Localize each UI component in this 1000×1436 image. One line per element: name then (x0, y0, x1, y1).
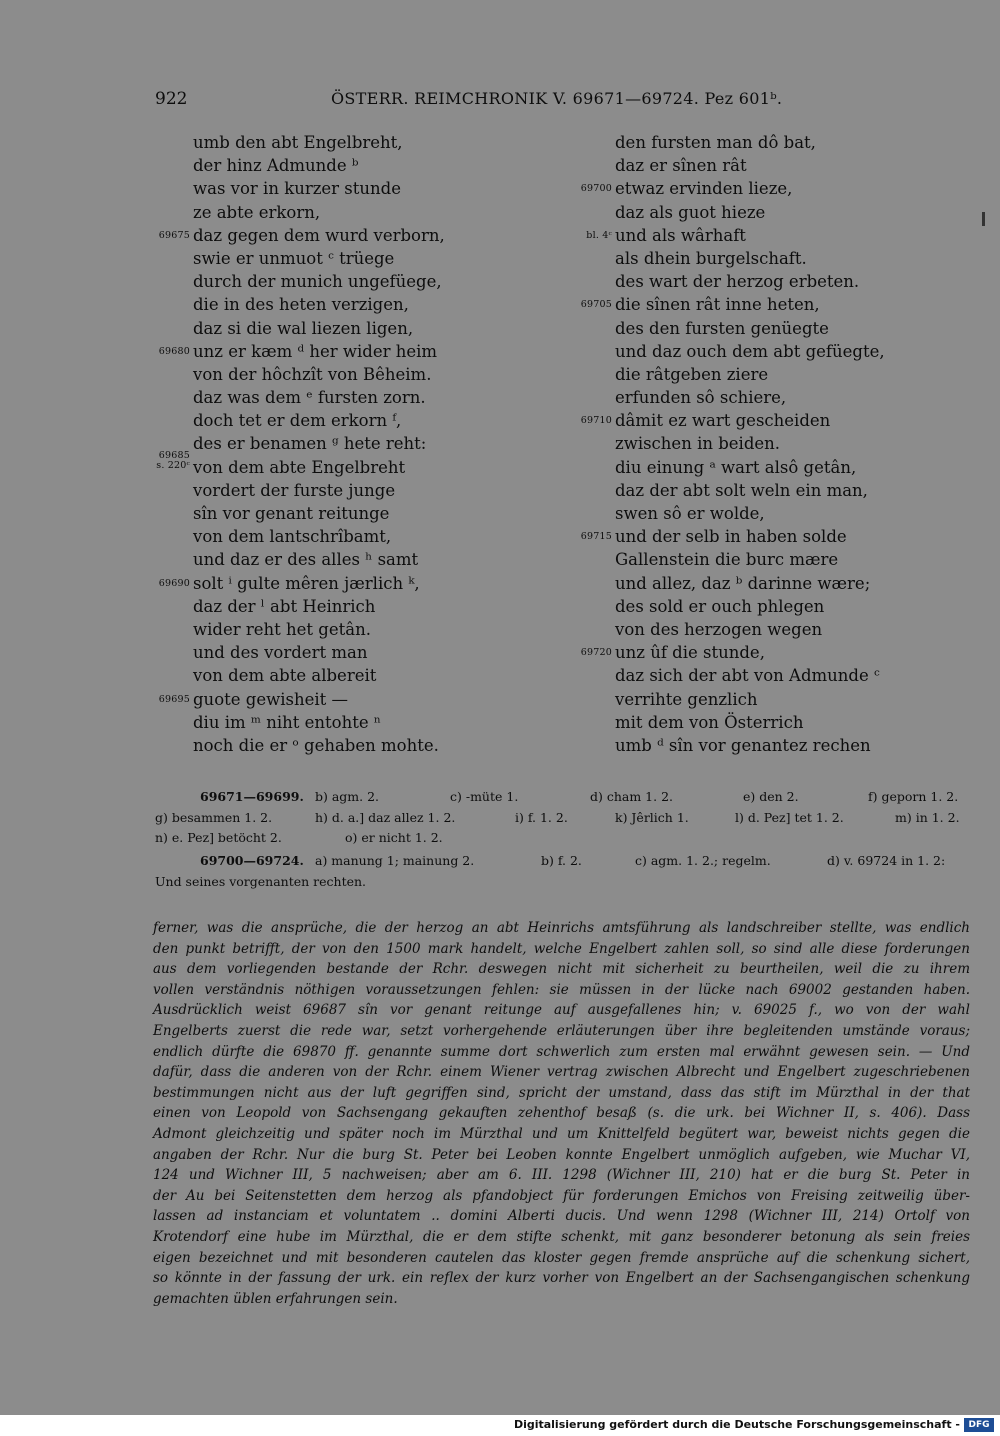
verse-text: den fursten man dô bat, (615, 133, 816, 152)
verse-line (572, 340, 982, 363)
verse-text: diu einung ᵃ wart alsô getân, (615, 457, 857, 477)
verse-text: ze abte erkorn, (193, 202, 321, 222)
apparatus-notes-1 (155, 787, 975, 849)
verse-text: und des vordert man (193, 643, 368, 663)
line-number: bl. 4ᶜ (586, 229, 612, 241)
notes-row (155, 828, 975, 849)
line-number: 69720 (580, 647, 612, 659)
note: o) er nicht 1. 2. (345, 830, 443, 845)
verse-column-right (572, 131, 982, 757)
commentary-line: Engelberts zuerst die rede war, setzt vorhergehende erläuterungen über ihre begleitenden umstände voraus; (153, 1022, 970, 1039)
verse-line (150, 711, 560, 734)
verse-line (150, 201, 560, 224)
notes-range: 69671—69699. (200, 789, 304, 804)
line-number-value: 69685 (158, 449, 190, 461)
footer-credit: Digitalisierung gefördert durch die Deutsche Forschungsgemeinschaft - (513, 1418, 960, 1431)
verse-text: sîn vor genant reitunge (193, 504, 390, 523)
notes-row (155, 872, 975, 893)
verse-line (572, 688, 982, 711)
verse-text: und allez, daz ᵇ darinne wære; (615, 573, 871, 593)
notes-row (155, 808, 975, 829)
verse-text: durch der munich ungefüege, (193, 272, 442, 292)
commentary-line: lassen ad instanciam et voluntatem .. domini Alberti ducis. Und wenn 1298 (Wichner III, 214) Ortolf von (153, 1208, 970, 1225)
verse-text: verrihte genzlich (615, 689, 758, 709)
verse-line (150, 618, 560, 641)
verse-line (572, 201, 982, 224)
verse-line (572, 711, 982, 734)
verse-line (150, 340, 560, 363)
verse-text: diu im ᵐ niht entohte ⁿ (193, 712, 382, 732)
commentary-line: 124 und Wichner III, 5 nachweisen; aber am 6. III. 1298 (Wichner III, 210) hat er die burg St. Peter in (153, 1167, 970, 1184)
commentary-line: dafür, dass die anderen von der Rchr. einem Wiener vertrag zwischen Albrecht und Engelbert zugeschriebenen (153, 1064, 970, 1081)
verse-text: noch die er ᵒ gehaben mohte. (193, 735, 439, 755)
verse-text: des wart der herzog erbeten. (615, 272, 860, 292)
verse-line (572, 664, 982, 687)
verse-text: was vor in kurzer stunde (193, 179, 401, 199)
verse-text: daz der abt solt weln ein man, (615, 480, 868, 500)
verse-text: wider reht het getân. (193, 619, 371, 639)
line-number: 69690 (158, 577, 190, 589)
verse-text: daz si die wal liezen ligen, (193, 318, 414, 338)
verse-line (150, 270, 560, 293)
commentary-line: der Au bei Seitenstetten dem herzog als pfandobject für forderungen Emichos von Freising zeitweilig über- (153, 1187, 970, 1204)
margin-mark (982, 212, 985, 226)
verse-line (150, 479, 560, 502)
verse-line (150, 595, 560, 618)
verse-line (572, 734, 982, 757)
verse-line (150, 386, 560, 409)
note: d) v. 69724 in 1. 2: (827, 853, 946, 868)
verse-text: solt ⁱ gulte mêren jærlich ᵏ, (193, 573, 420, 593)
running-head: ÖSTERR. REIMCHRONIK V. 69671—69724. Pez 601ᵇ. (331, 89, 783, 108)
commentary-line: bestimmungen nicht aus der luft gegriffen sind, spricht der umstand, dass das stift im Mürzthal in der that (153, 1084, 970, 1101)
note: m) in 1. 2. (895, 809, 960, 825)
note: n) e. Pez] betöcht 2. (155, 830, 282, 845)
verse-text: die in des heten verzigen, (193, 295, 409, 315)
verse-line (150, 432, 560, 455)
verse-text: des er benamen ᵍ hete reht: (193, 434, 427, 454)
verse-line (150, 572, 560, 595)
verse-line (572, 409, 982, 432)
verse-line (572, 641, 982, 664)
verse-line (150, 177, 560, 200)
verse-line (572, 525, 982, 548)
verse-line (572, 131, 982, 154)
note: b) f. 2. (541, 853, 582, 868)
commentary-line: Ausdrücklich weist 69687 sîn vor genant reitunge auf ausgefallenes hin; v. 69025 f., wo von der wahl (153, 1002, 970, 1019)
verse-text: des den fursten genüegte (615, 318, 829, 338)
verse-text: vordert der furste junge (193, 480, 396, 500)
verse-line (572, 618, 982, 641)
verse-line (150, 688, 560, 711)
commentary-line: einen von Leopold von Sachsengang gekauften zehenthof besaß (s. die urk. bei Wichner II, s. 406). Dass (153, 1105, 970, 1122)
note: e) den 2. (743, 789, 799, 804)
verse-line (572, 548, 982, 571)
verse-line (572, 386, 982, 409)
line-number: 69715 (580, 531, 612, 543)
verse-text: der hinz Admunde ᵇ (193, 156, 359, 176)
verse-text: von dem abte albereit (193, 666, 377, 686)
verse-line (572, 502, 982, 525)
verse-text: umb den abt Engelbreht, (193, 133, 403, 152)
verse-text: und als wârhaft (615, 225, 746, 245)
verse-line (572, 247, 982, 270)
line-number: 69695 (158, 693, 190, 705)
note: f) geporn 1. 2. (868, 789, 959, 804)
line-number: 69680 (158, 345, 190, 357)
verse-text: swie er unmuot ᶜ trüege (193, 248, 395, 268)
verse-column-left (150, 131, 560, 757)
verse-text: daz was dem ᵉ fursten zorn. (193, 388, 426, 408)
commentary-line: aus dem vorliegenden bestande der Rchr. deswegen nicht mit sicherheit zu beurtheilen, weil die zu ihrem (153, 961, 970, 978)
verse-line (150, 525, 560, 548)
verse-line (572, 154, 982, 177)
verse-line (150, 664, 560, 687)
commentary-line: so könnte in der fassung der urk. ein reflex der kurz vorher von Engelbert an der Sachsengangischen schenkung (153, 1270, 970, 1287)
apparatus-notes-2 (155, 851, 975, 892)
verse-line (150, 502, 560, 525)
verse-line (150, 154, 560, 177)
verse-text: umb ᵈ sîn vor genantez rechen (615, 735, 871, 755)
note: a) manung 1; mainung 2. (315, 853, 475, 868)
verse-text: dâmit ez wart gescheiden (615, 411, 831, 431)
commentary-text (153, 918, 970, 1309)
verse-line (572, 595, 982, 618)
verse-line (150, 548, 560, 571)
note: k) Jêrlich 1. (615, 809, 689, 825)
verse-text: des sold er ouch phlegen (615, 596, 825, 616)
line-number: 69700 (580, 183, 612, 195)
verse-line (150, 224, 560, 247)
verse-line (150, 449, 560, 479)
verse-line (572, 479, 982, 502)
verse-text: unz ûf die stunde, (615, 643, 765, 663)
note: i) f. 1. 2. (515, 809, 568, 825)
commentary-line: eigen bezeichnet und mit besonderen cautelen das kloster gegen fremde ansprüche auf die schenkung sichert, (153, 1249, 970, 1266)
notes-range: 69700—69724. (200, 853, 304, 868)
commentary-line: gemachten üblen erfahrungen sein. (153, 1290, 398, 1307)
verse-text: von der hôchzît von Bêheim. (193, 364, 432, 384)
note: h) d. a.] daz allez 1. 2. (315, 809, 456, 825)
verse-line (150, 409, 560, 432)
commentary-line: ferner, was die ansprüche, die der herzog an abt Heinrichs amtsführung als landschreiber stellte, was endlich (153, 920, 970, 936)
note: g) besammen 1. 2. (155, 809, 273, 825)
dfg-logo: DFG (964, 1418, 994, 1432)
folio-reference: s. 220ᶜ (156, 459, 190, 471)
verse-text: daz gegen dem wurd verborn, (193, 225, 445, 245)
verse-line (150, 131, 560, 154)
verse-line (572, 363, 982, 386)
verse-line (572, 572, 982, 595)
verse-text: unz er kæm ᵈ her wider heim (193, 341, 438, 361)
line-number (150, 451, 190, 471)
verse-text: mit dem von Österrich (615, 712, 804, 732)
verse-text: swen sô er wolde, (615, 504, 765, 523)
verse-text: von dem abte Engelbreht (193, 457, 406, 477)
verse-text: und daz er des alles ʰ samt (193, 550, 419, 570)
line-number: 69705 (580, 299, 612, 311)
commentary-line: endlich dürfte die 69870 ff. genannte summe dort schwerlich zum ersten mal erwähnt gewesen sein. — Und (153, 1043, 970, 1060)
verse-line (150, 363, 560, 386)
verse-line (150, 734, 560, 757)
verse-text: von dem lantschrîbamt, (193, 527, 392, 547)
verse-line (572, 224, 982, 247)
verse-line (150, 247, 560, 270)
note: c) agm. 1. 2.; regelm. (635, 853, 771, 868)
commentary-line: Admont gleichzeitig und später noch im Mürzthal und um Knittelfeld begütert war, beweist nichts gegen die (153, 1125, 970, 1142)
verse-line (150, 641, 560, 664)
verse-line (572, 270, 982, 293)
verse-line (572, 456, 982, 479)
verse-line (150, 293, 560, 316)
verse-text: Gallenstein die burc mære (615, 550, 839, 570)
verse-text: die sînen rât inne heten, (615, 295, 820, 315)
notes-row (155, 787, 975, 808)
verse-text: zwischen in beiden. (615, 434, 781, 454)
verse-text: als dhein burgelschaft. (615, 248, 807, 268)
verse-text: daz als guot hieze (615, 202, 766, 222)
verse-text: die râtgeben ziere (615, 364, 769, 384)
notes-row (155, 851, 975, 872)
verse-text: guote gewisheit — (193, 689, 349, 709)
note: Und seines vorgenanten rechten. (155, 873, 367, 889)
line-number: 69675 (158, 229, 190, 241)
commentary-line: den punkt betrifft, der von den 1500 mark handelt, welche Engelbert zahlen soll, so sind alle diese forderungen (153, 940, 970, 957)
verse-text: und der selb in haben solde (615, 527, 847, 547)
footer-bar (0, 1415, 1000, 1436)
commentary-line: vollen verständnis nöthigen voraussetzungen fehlen: sie müssen in der lücke nach 69002 gestanden haben. (153, 981, 970, 998)
verse-line (572, 317, 982, 340)
line-number: 69710 (580, 415, 612, 427)
note: l) d. Pez] tet 1. 2. (735, 809, 844, 825)
note: d) cham 1. 2. (590, 789, 674, 804)
verse-text: etwaz ervinden lieze, (615, 179, 793, 199)
page-number: 922 (155, 89, 188, 109)
verse-text: von des herzogen wegen (615, 619, 823, 639)
page-header (155, 89, 975, 111)
commentary-line: angaben der Rchr. Nur die burg St. Peter bei Leoben konnte Engelbert unmöglich aufgeben, wie Muchar VI, (153, 1146, 970, 1163)
verse-line (572, 432, 982, 455)
note: b) agm. 2. (315, 789, 380, 804)
verse-text: erfunden sô schiere, (615, 388, 787, 408)
verse-text: und daz ouch dem abt gefüegte, (615, 341, 885, 361)
verse-text: daz sich der abt von Admunde ᶜ (615, 666, 880, 686)
verse-text: daz er sînen rât (615, 156, 747, 176)
verse-line (150, 317, 560, 340)
verse-line (572, 293, 982, 316)
commentary-line: Krotendorf eine hube im Mürzthal, die er dem stifte schenkt, mit ganz besonderer betonung als sein freies (153, 1228, 970, 1245)
verse-text: doch tet er dem erkorn ᶠ, (193, 411, 402, 431)
verse-text: daz der ˡ abt Heinrich (193, 596, 376, 616)
note: c) -müte 1. (450, 789, 519, 804)
verse-line (572, 177, 982, 200)
